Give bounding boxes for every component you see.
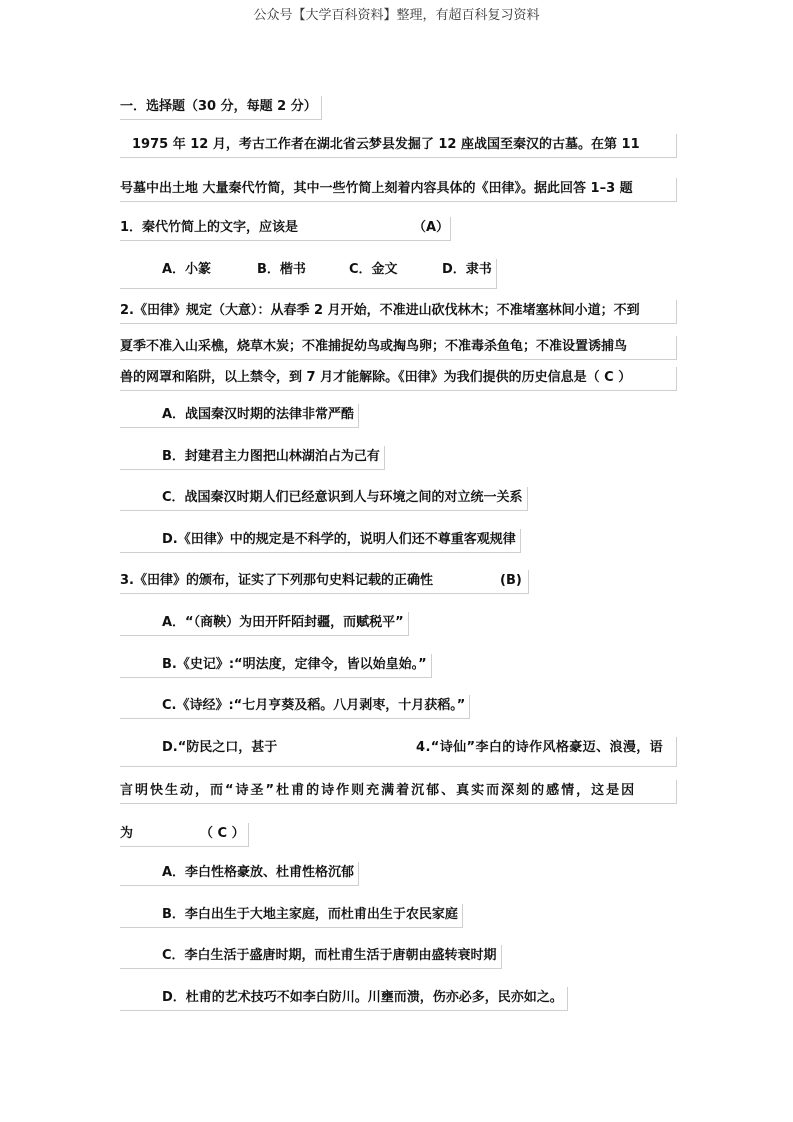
q1-stem-row	[120, 217, 451, 241]
q4-line-2: 言明快生动，而“诗圣”杜甫的诗作则充满着沉郁、真实而深刻的感情，这是因	[120, 780, 677, 804]
q3-option-c: C.《诗经》:“七月亨葵及稻。八月剥枣，十月获稻。”	[120, 695, 470, 719]
q2-option-c: C．战国秦汉时期人们已经意识到人与环境之间的对立统一关系	[120, 487, 528, 511]
q1-option-d: D．隶书	[442, 262, 492, 277]
intro-line-2: 号墓中出土地 大量秦代竹简，其中一些竹简上刻着内容具体的《田律》。据此回答 1–3 题	[120, 178, 677, 202]
q2-line-3: 兽的网罩和陷阱，以上禁令，到 7 月才能解除。《田律》为我们提供的历史信息是（ C ）	[120, 367, 677, 391]
q4-answer: （ C ）	[200, 826, 245, 841]
q1-options	[120, 259, 497, 289]
q2-line-2: 夏季不准入山采樵，烧草木炭；不准捕捉幼鸟或掏鸟卵；不准毒杀鱼龟；不准设置诱捕鸟	[120, 336, 677, 360]
q3-option-a: A．“（商鞅）为田开阡陌封疆，而赋税平”	[120, 612, 409, 636]
q4-option-c: C．李白生活于盛唐时期，而杜甫生活于唐朝由盛转衰时期	[120, 945, 502, 969]
q1-option-a: A．小篆	[162, 262, 212, 277]
q3-stem-row	[120, 570, 529, 594]
q2-option-a: A．战国秦汉时期的法律非常严酷	[120, 404, 359, 428]
intro-line-1: 1975 年 12 月，考古工作者在湖北省云梦县发掘了 12 座战国至秦汉的古墓。在第 11	[120, 134, 677, 158]
page-header: 公众号【大学百科资料】整理，有超百科复习资料	[253, 8, 540, 23]
q2-line-1: 2.《田律》规定（大意）：从春季 2 月开始，不准进山砍伐林木；不准堵塞林间小道；不到	[120, 300, 677, 324]
q4-line-3	[120, 823, 249, 847]
q4-option-d: D．杜甫的艺术技巧不如李白防川。川壅而溃，伤亦必多，民亦如之。	[120, 987, 568, 1011]
q3-option-b: B.《史记》:“明法度，定律令，皆以始皇始。”	[120, 654, 432, 678]
q2-option-d: D.《田律》中的规定是不科学的，说明人们还不尊重客观规律	[120, 529, 521, 553]
q3-answer: (B)	[500, 573, 522, 588]
q1-option-c: C．金文	[349, 262, 398, 277]
q1-answer: （A）	[413, 220, 450, 235]
q3-d-q4-row	[120, 737, 677, 767]
q4-option-a: A．李白性格豪放、杜甫性格沉郁	[120, 862, 359, 886]
q1-stem: 1．秦代竹简上的文字，应该是	[120, 220, 299, 235]
section-title: 一．选择题（30 分，每题 2 分）	[120, 96, 322, 120]
q2-option-b: B．封建君主力图把山林湖泊占为己有	[120, 446, 385, 470]
q4-option-b: B．李白出生于大地主家庭，而杜甫出生于农民家庭	[120, 904, 463, 928]
q3-option-d: D.“防民之口，甚于	[162, 740, 278, 755]
q4-line-3-prefix: 为	[120, 826, 134, 841]
q3-stem: 3.《田律》的颁布，证实了下列那句史料记载的正确性	[120, 573, 433, 588]
q4-line-1: 4.“诗仙”李白的诗作风格豪迈、浪漫，语	[416, 740, 664, 755]
q1-option-b: B．楷书	[257, 262, 306, 277]
